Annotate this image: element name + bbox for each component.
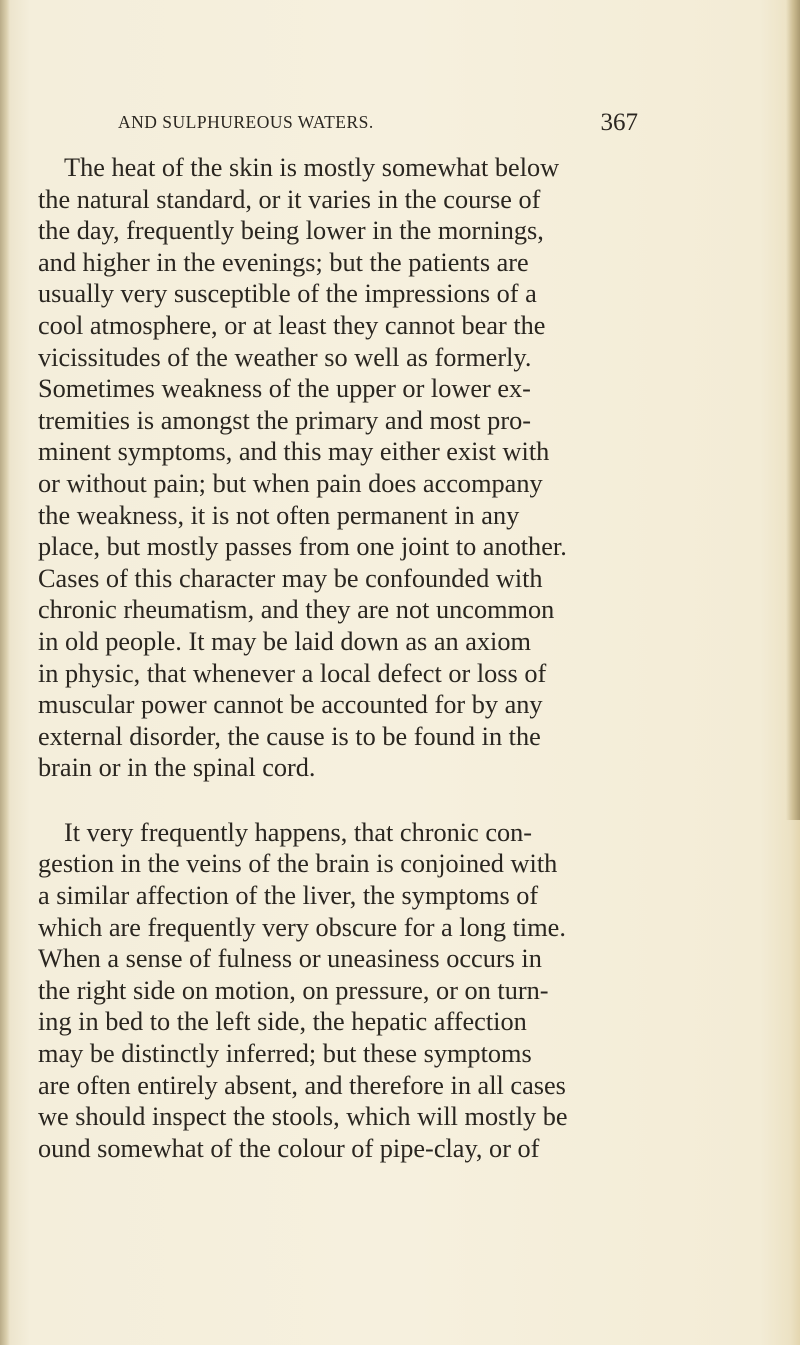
- text-line: or without pain; but when pain does accompany: [38, 468, 543, 498]
- text-line: a similar affection of the liver, the symptoms of: [38, 881, 539, 911]
- text-line: place, but mostly passes from one joint to another.: [38, 532, 567, 562]
- text-line: Cases of this character may be confounded with: [38, 563, 543, 593]
- text-line: When a sense of fulness or uneasiness occurs in: [38, 944, 542, 974]
- text-line: which are frequently very obscure for a long time.: [38, 912, 566, 942]
- text-line: vicissitudes of the weather so well as formerly.: [38, 342, 532, 372]
- page-number: 367: [600, 109, 638, 136]
- text-line: brain or in the spinal cord.: [38, 753, 316, 783]
- text-line: cool atmosphere, or at least they cannot bear the: [38, 310, 546, 340]
- body-text: [38, 152, 648, 1164]
- text-line: in physic, that whenever a local defect or loss of: [38, 658, 547, 688]
- text-line: gestion in the veins of the brain is conjoined with: [38, 849, 558, 879]
- page-gutter-shadow: [0, 0, 10, 1345]
- text-line: tremities is amongst the primary and most pro-: [38, 405, 531, 435]
- text-line: It very frequently happens, that chronic con-: [64, 817, 533, 847]
- paragraph-gap: [38, 784, 648, 817]
- text-line: The heat of the skin is mostly somewhat below: [64, 153, 560, 182]
- text-line: ing in bed to the left side, the hepatic affection: [38, 1007, 527, 1037]
- text-line: muscular power cannot be accounted for by any: [38, 690, 543, 720]
- text-line: the natural standard, or it varies in the course of: [38, 184, 541, 214]
- text-line: minent symptoms, and this may either exist with: [38, 437, 550, 467]
- text-line: usually very susceptible of the impressions of a: [38, 279, 537, 309]
- text-line: ound somewhat of the colour of pipe-clay, or of: [38, 1133, 540, 1163]
- text-line: Sometimes weakness of the upper or lower ex-: [38, 374, 531, 404]
- text-line: external disorder, the cause is to be found in the: [38, 721, 541, 751]
- text-line: may be distinctly inferred; but these symptoms: [38, 1039, 532, 1069]
- text-line: the right side on motion, on pressure, or on turn-: [38, 975, 549, 1005]
- text-line: are often entirely absent, and therefore in all cases: [38, 1070, 566, 1100]
- page-edge-shadow: [786, 0, 800, 820]
- page-header: [118, 109, 638, 142]
- text-line: in old people. It may be laid down as an axiom: [38, 626, 531, 656]
- text-line: the weakness, it is not often permanent in any: [38, 500, 520, 530]
- text-line: and higher in the evenings; but the patients are: [38, 247, 529, 277]
- text-line: the day, frequently being lower in the mornings,: [38, 216, 544, 246]
- text-line: chronic rheumatism, and they are not uncommon: [38, 595, 555, 625]
- text-line: we should inspect the stools, which will mostly be: [38, 1102, 568, 1132]
- running-head: AND SULPHUREOUS WATERS.: [118, 112, 374, 132]
